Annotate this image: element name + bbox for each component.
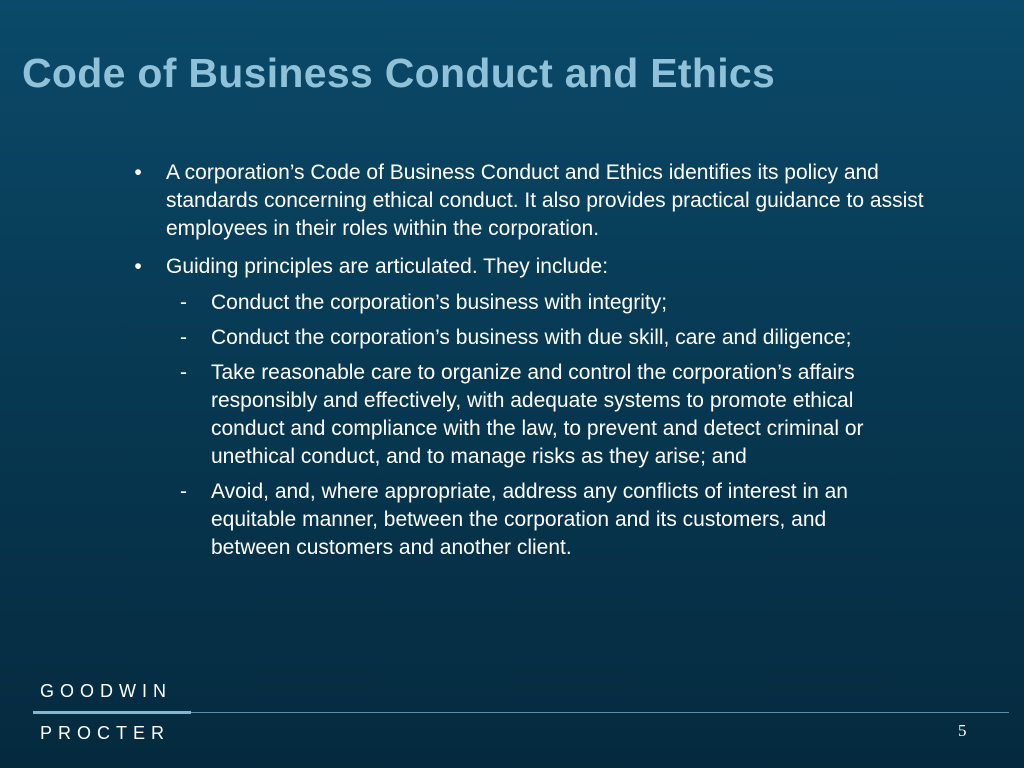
sub-item	[128, 324, 901, 352]
bullet-item	[128, 253, 968, 562]
sub-item-text: Conduct the corporation’s business with integrity;	[211, 291, 668, 314]
logo-procter: PROCTER	[40, 723, 171, 743]
sub-item	[128, 289, 901, 317]
sub-item	[128, 359, 901, 471]
bullet-marker: •	[134, 161, 142, 184]
slide-body	[128, 159, 968, 572]
bullet-marker: •	[134, 255, 142, 278]
logo-goodwin: GOODWIN	[40, 681, 172, 701]
bullet-list	[128, 159, 968, 562]
bullet-text: Guiding principles are articulated. They include:	[166, 255, 609, 278]
footer-divider	[191, 712, 1009, 713]
sub-item-text: Take reasonable care to organize and control the corporation’s affairs responsibly and effectively, with adequate systems to promote ethical conduct and compliance with the law, to prevent and detect criminal or unethical conduct, and to manage risks as they arise; and	[211, 361, 864, 468]
bullet-text: A corporation’s Code of Business Conduct and Ethics identifies its policy and standards concerning ethical conduct. It also provides practical guidance to assist employees in their roles within the corporation.	[166, 161, 924, 240]
sub-marker: -	[180, 361, 187, 384]
sub-item-text: Conduct the corporation’s business with due skill, care and diligence;	[211, 326, 852, 349]
sub-list	[128, 289, 968, 562]
slide-title: Code of Business Conduct and Ethics	[22, 50, 776, 96]
sub-marker: -	[180, 480, 187, 503]
sub-item-text: Avoid, and, where appropriate, address any conflicts of interest in an equitable manner, between the corporation and its customers, and between customers and another client.	[211, 480, 848, 559]
sub-item	[128, 478, 901, 562]
footer-accent-rule	[33, 711, 191, 714]
sub-list-wrapper	[128, 289, 968, 562]
bullet-item	[128, 159, 968, 243]
sub-marker: -	[180, 326, 187, 349]
page-number: 5	[958, 721, 967, 740]
sub-marker: -	[180, 291, 187, 314]
